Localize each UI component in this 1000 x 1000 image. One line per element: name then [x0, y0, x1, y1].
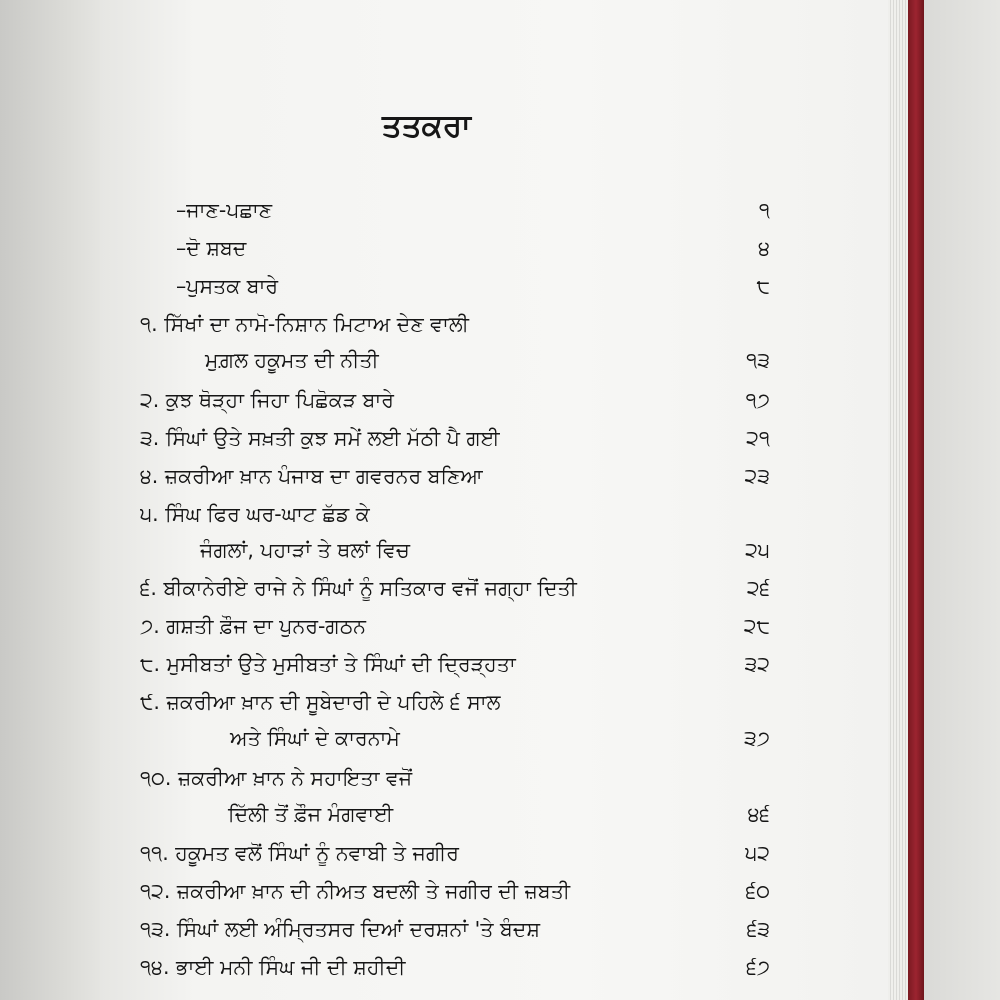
toc-entry-page: ੪੬: [747, 802, 770, 826]
toc-entry-page: ੨੫: [745, 538, 770, 562]
page-title: ਤਤਕਰਾ: [382, 108, 471, 144]
toc-entry-continuation: ਅਤੇ ਸਿੰਘਾਂ ਦੇ ਕਾਰਨਾਮੇ: [230, 726, 400, 750]
toc-entry-continuation: ਮੁਗ਼ਲ ਹਕੂਮਤ ਦੀ ਨੀਤੀ: [205, 348, 379, 372]
toc-entry-page: ੬੦: [745, 879, 770, 903]
toc-entry-page: ੧੩: [746, 348, 770, 372]
toc-entry-page: ੪: [758, 236, 770, 260]
toc-entry-text: ੧੨. ਜ਼ਕਰੀਆ ਖ਼ਾਨ ਦੀ ਨੀਅਤ ਬਦਲੀ ਤੇ ਜਗੀਰ ਦੀ ਜ਼ਬਤੀ: [140, 879, 571, 903]
toc-entry-text: ੧. ਸਿੱਖਾਂ ਦਾ ਨਾਮੋ-ਨਿਸ਼ਾਨ ਮਿਟਾਅ ਦੇਣ ਵਾਲੀ: [140, 312, 469, 336]
toc-entry-page: ੨੧: [746, 426, 770, 450]
toc-entry-page: ੧: [758, 198, 770, 222]
toc-entry-text: ੬. ਬੀਕਾਨੇਰੀਏ ਰਾਜੇ ਨੇ ਸਿੰਘਾਂ ਨੂੰ ਸਤਿਕਾਰ ਵਜੋਂ ਜਗ੍ਹਾ ਦਿਤੀ: [140, 576, 577, 600]
toc-entry-text: ੫. ਸਿੰਘ ਫਿਰ ਘਰ-ਘਾਟ ਛੱਡ ਕੇ: [140, 502, 370, 526]
toc-entry-page: ੬੩: [746, 917, 770, 941]
toc-entry-page: ੩੨: [744, 652, 770, 676]
toc-entry-text: –ਜਾਣ-ਪਛਾਣ: [176, 198, 273, 222]
toc-entry-page: ੨੮: [743, 614, 770, 638]
toc-entry-text: –ਪੁਸਤਕ ਬਾਰੇ: [176, 274, 279, 298]
toc-entry-text: ੧੪. ਭਾਈ ਮਨੀ ਸਿੰਘ ਜੀ ਦੀ ਸ਼ਹੀਦੀ: [140, 955, 406, 979]
toc-entry-page: ੨੩: [744, 464, 770, 488]
toc-entry-text: ੪. ਜ਼ਕਰੀਆ ਖ਼ਾਨ ਪੰਜਾਬ ਦਾ ਗਵਰਨਰ ਬਣਿਆ: [140, 464, 483, 488]
toc-entry-page: ੨੬: [746, 576, 770, 600]
toc-entry-text: ੩. ਸਿੰਘਾਂ ਉਤੇ ਸਖ਼ਤੀ ਕੁਝ ਸਮੇਂ ਲਈ ਮੱਠੀ ਪੈ ਗਈ: [140, 426, 500, 450]
toc-entry-text: ੧੧. ਹਕੂਮਤ ਵਲੋਂ ਸਿੰਘਾਂ ਨੂੰ ਨਵਾਬੀ ਤੇ ਜਗੀਰ: [140, 841, 460, 865]
toc-entry-page: ੬੭: [746, 955, 770, 979]
toc-entry-text: ੯. ਜ਼ਕਰੀਆ ਖ਼ਾਨ ਦੀ ਸੂਬੇਦਾਰੀ ਦੇ ਪਹਿਲੇ ੬ ਸਾਲ: [140, 690, 501, 714]
toc-entry-text: ੮. ਮੁਸੀਬਤਾਂ ਉਤੇ ਮੁਸੀਬਤਾਂ ਤੇ ਸਿੰਘਾਂ ਦੀ ਦ੍ਰਿੜ੍ਹਤਾ: [140, 652, 516, 676]
toc-entry-text: ੭. ਗਸ਼ਤੀ ਫ਼ੌਜ ਦਾ ਪੁਨਰ-ਗਠਨ: [140, 614, 366, 638]
toc-entry-page: ੮: [756, 274, 770, 298]
toc-entry-text: –ਦੋ ਸ਼ਬਦ: [176, 236, 247, 260]
toc-entry-page: ੧੭: [745, 388, 770, 412]
toc-entry-text: ੧੦. ਜ਼ਕਰੀਆ ਖ਼ਾਨ ਨੇ ਸਹਾਇਤਾ ਵਜੋਂ: [140, 766, 413, 790]
toc-entry-continuation: ਦਿੱਲੀ ਤੋਂ ਫ਼ੌਜ ਮੰਗਵਾਈ: [228, 802, 394, 826]
toc-entry-text: ੨. ਕੁਝ ਥੋੜ੍ਹਾ ਜਿਹਾ ਪਿਛੋਕੜ ਬਾਰੇ: [140, 388, 394, 412]
toc-entry-page: ੫੨: [745, 841, 770, 865]
toc-entry-continuation: ਜੰਗਲਾਂ, ਪਹਾੜਾਂ ਤੇ ਥਲਾਂ ਵਿਚ: [200, 538, 410, 562]
toc-entry-text: ੧੩. ਸਿੰਘਾਂ ਲਈ ਅੰਮ੍ਰਿਤਸਰ ਦਿਆਂ ਦਰਸ਼ਨਾਂ 'ਤੇ ਬੰਦਸ਼: [140, 917, 540, 941]
toc-entry-page: ੩੭: [744, 726, 770, 750]
